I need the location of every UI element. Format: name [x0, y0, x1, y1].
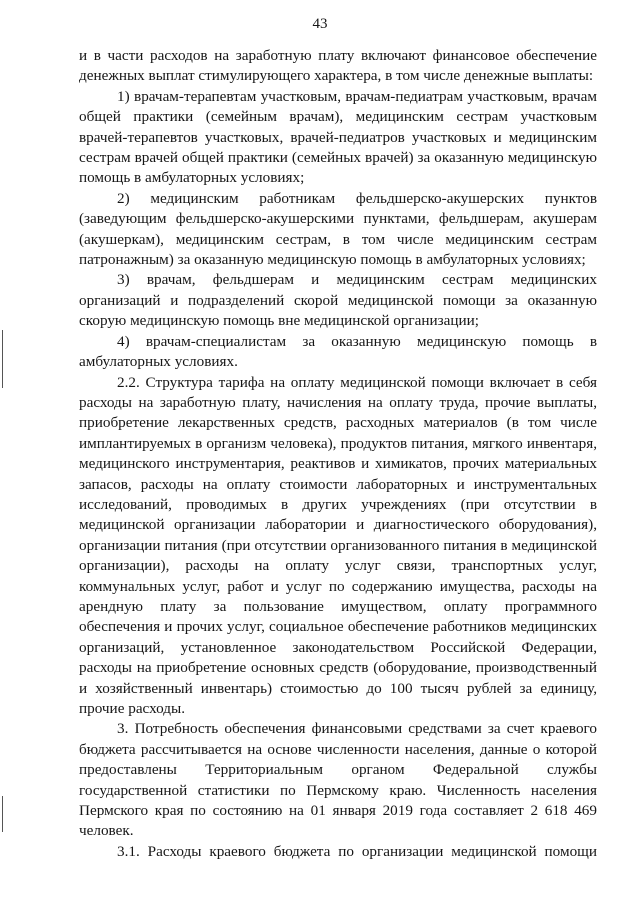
- paragraph-3: 3. Потребность обеспечения финансовыми средствами за счет краевого бюджета рассчитывается на основе численности населения, данные о которой предоставлены Территориальным органом Федеральной службы государственной статистики по Пермскому краю. Численность населения Пермского края по состоянию на 01 января 2019 года составляет 2 618 469 человек.: [79, 720, 597, 840]
- paragraph-item-4: 4) врачам-специалистам за оказанную медицинскую помощь в амбулаторных условиях.: [79, 332, 597, 371]
- page-number: 43: [312, 16, 328, 32]
- paragraph-intro: и в части расходов на заработную плату включают финансовое обеспечение денежных выплат стимулирующего характера, в том числе денежные выплаты:: [79, 47, 597, 85]
- paragraph-item-1: 1) врачам-терапевтам участковым, врачам-педиатрам участковым, врачам общей практики (семейным врачам), медицинским сестрам участковым врачей-терапевтов участковых, врачей-педиатров участковых и медицинским сестрам врачей общей практики (семейных врачей) за оказанную медицинскую помощь в амбулаторных условиях;: [79, 87, 597, 187]
- paragraph-item-3: 3) врачам, фельдшерам и медицинским сестрам медицинских организаций и подразделений скорой медицинской помощи за оказанную скорую медицинскую помощь вне медицинской организации;: [79, 271, 597, 330]
- paragraph-item-2: 2) медицинским работникам фельдшерско-акушерских пунктов (заведующим фельдшерско-акушерскими пунктами, фельдшерам, акушерам (акушеркам), медицинским сестрам, в том числе медицинским сестрам патронажным) за оказанную медицинскую помощь в амбулаторных условиях;: [79, 189, 597, 269]
- paragraph-3-1-start: 3.1. Расходы краевого бюджета по организации медицинской помощи: [117, 842, 597, 860]
- margin-scan-mark: [2, 796, 3, 832]
- paragraph-2-2: 2.2. Структура тарифа на оплату медицинской помощи включает в себя расходы на заработную плату, начисления на оплату труда, прочие выплаты, приобретение лекарственных средств, расходных материалов (в том числе имплантируемых в организм человека), продуктов питания, мягкого инвентаря, медицинского инструментария, реактивов и химикатов, прочих материальных запасов, расходы на оплату стоимости лабораторных и инструментальных исследований, проводимых в других учреждениях (при отсутствии в медицинской организации лаборатории и диагностического оборудования), организации питания (при отсутствии организованного питания в медицинской организации), расходы на оплату услуг связи, транспортных услуг, коммунальных услуг, работ и услуг по содержанию имущества, расходы на арендную плату за пользование имуществом, оплату программного обеспечения и прочих услуг, социальное обеспечение работников медицинских организаций, установленное законодательством Российской Федерации, расходы на приобретение основных средств (оборудование, производственный и хозяйственный инвентарь) стоимостью до 100 тысяч рублей за единицу, прочие расходы.: [79, 373, 597, 717]
- margin-scan-mark: [2, 330, 3, 388]
- document-body: [79, 46, 597, 862]
